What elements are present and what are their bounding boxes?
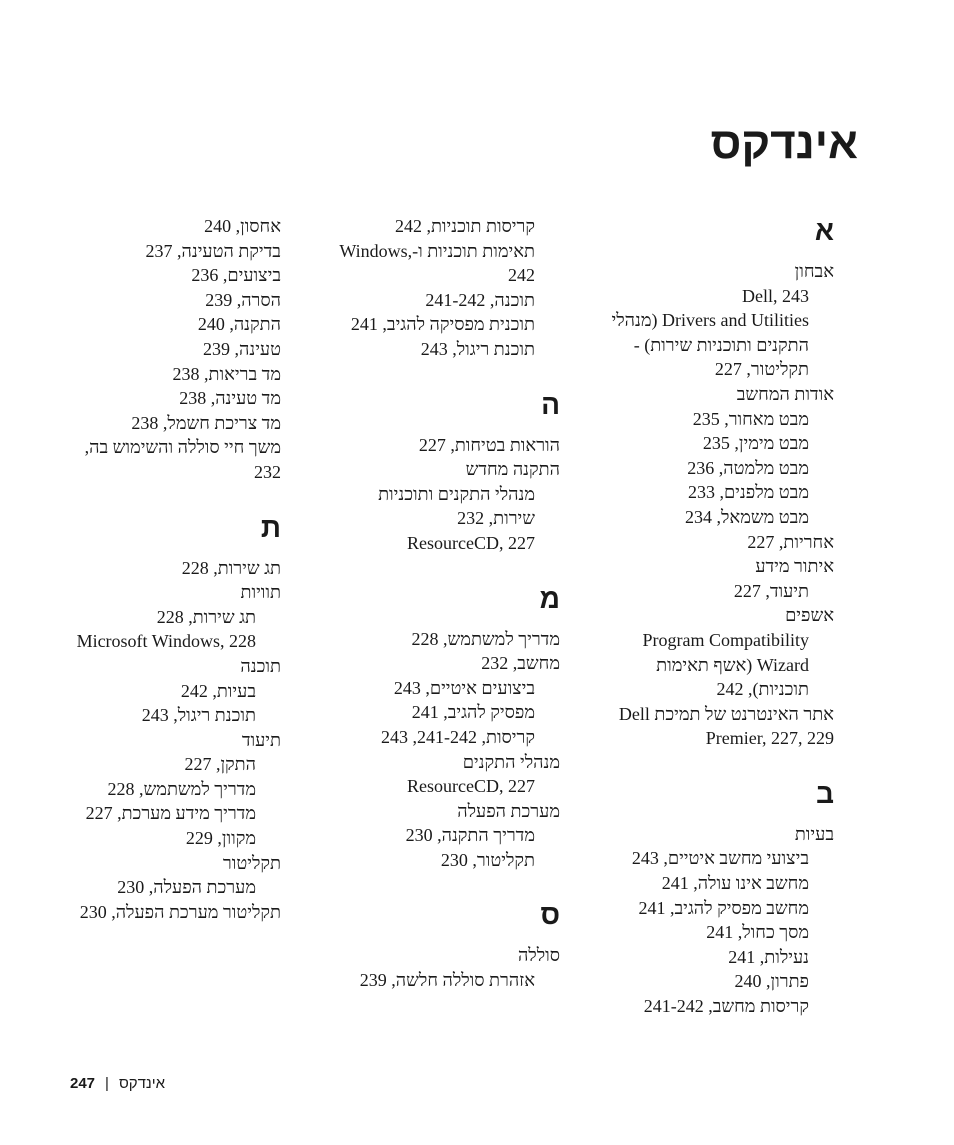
index-entry: הסרה, 239 [205, 289, 281, 310]
index-entry: מערכת הפעלה [457, 800, 560, 821]
index-subentry: מבט מלפנים, 233 [687, 482, 809, 503]
index-entry: מחשב, 232 [481, 653, 560, 674]
index-subentry: ביצועי מחשב איטיים, 243 [631, 848, 809, 869]
index-subentry: מבט מאחור, 235 [692, 408, 809, 429]
index-subentry: מסך כחול, 241 [706, 922, 809, 943]
index-column-middle [335, 214, 560, 1019]
index-subentry: Microsoft Windows, 228 [76, 631, 256, 652]
index-entry: תג שירות, 228 [181, 557, 281, 578]
index-column-left [56, 214, 281, 950]
index-entry: מדריך למשתמש, 228 [411, 628, 560, 649]
index-entry: אחריות, 227 [747, 531, 834, 552]
index-subentry: תוכנת ריגול, 243 [141, 705, 256, 726]
section-letter: מ [539, 582, 560, 614]
index-subentry: ResourceCD, 227 [407, 532, 535, 553]
index-subentry: מערכת הפעלה, 230 [117, 877, 256, 898]
index-subentry: תוכנת ריגול, 243 [420, 338, 535, 359]
index-section [56, 214, 281, 485]
section-letter: ס [540, 899, 560, 931]
section-letter: ב [816, 777, 834, 809]
index-subentry: תאימות תוכניות ו-Windows, 242 [339, 240, 535, 286]
index-entry: מד בריאות, 238 [172, 363, 281, 384]
index-entry: אודות המחשב [736, 383, 834, 404]
index-entry: תקליטור מערכת הפעלה, 230 [79, 901, 281, 922]
index-subentry: תקליטור, 230 [440, 849, 535, 870]
index-entry: מנהלי התקנים [462, 751, 560, 772]
index-entry: סוללה [517, 945, 560, 966]
index-subentry: מחשב אינו עולה, 241 [661, 873, 809, 894]
index-subentry: מפסיק להגיב, 241 [411, 702, 535, 723]
index-subentry: מקוון, 229 [185, 828, 256, 849]
index-entry: בעיות [794, 823, 834, 844]
index-entry: אחסון, 240 [204, 216, 281, 236]
index-entry: מד טעינה, 238 [179, 388, 281, 409]
index-subentry: פתרון, 240 [734, 971, 809, 992]
page-footer [70, 1075, 165, 1092]
index-entry: הוראות בטיחות, 227 [418, 434, 560, 455]
index-subentry: קריסות תוכניות, 242 [394, 216, 535, 236]
index-subentry: בעיות, 242 [180, 680, 256, 701]
index-subentry: מבט מלמטה, 236 [687, 457, 809, 478]
index-subentry: Drivers and Utilities (מנהלי התקנים ותוכניות שירות) - תקליטור, 227 [611, 310, 809, 380]
index-entry: מד צריכת חשמל, 238 [131, 412, 281, 433]
index-subentry: קריסות, 241-242, 243 [380, 726, 535, 747]
index-entry: תוויות [240, 582, 281, 603]
index-entry: תקליטור [222, 852, 281, 873]
index-subentry: מחשב מפסיק להגיב, 241 [638, 897, 809, 918]
index-entry: בדיקת הטעינה, 237 [145, 240, 281, 261]
index-subentry: מבט מימין, 235 [702, 433, 809, 454]
section-letter: ה [541, 388, 560, 420]
section-letter: ת [260, 511, 281, 543]
index-subentry: מדריך מידע מערכת, 227 [85, 803, 256, 824]
index-section [335, 388, 560, 556]
index-subentry: תיעוד, 227 [733, 580, 809, 601]
page-title: אינדקס [710, 119, 858, 168]
index-subentry: נעילות, 241 [728, 946, 809, 967]
index-entry: משך חיי סוללה והשימוש בה, 232 [84, 437, 281, 482]
index-section [56, 511, 281, 925]
index-subentry: מבט משמאל, 234 [684, 506, 809, 527]
index-subentry: מנהלי התקנים ותוכניות שירות, 232 [378, 483, 535, 529]
index-subentry: ביצועים איטיים, 243 [393, 677, 535, 698]
index-entry: אשפים [785, 605, 834, 626]
index-subentry: ResourceCD, 227 [407, 776, 535, 797]
index-entry: התקנה, 240 [197, 314, 281, 335]
index-subentry: מדריך למשתמש, 228 [107, 778, 256, 799]
index-entry: ביצועים, 236 [191, 265, 281, 286]
footer-label: אינדקס [118, 1075, 166, 1092]
index-entry: אבחון [794, 261, 834, 281]
index-entry: אתר האינטרנט של תמיכת Dell Premier, 227, 229 [618, 703, 834, 749]
index-section [335, 214, 560, 362]
index-subentry: מדריך התקנה, 230 [405, 825, 535, 846]
index-subentry: Program Compatibility Wizard (אשף תאימות תוכניות), 242 [642, 629, 809, 700]
index-subentry: התקן, 227 [184, 754, 256, 775]
index-subentry: תג שירות, 228 [156, 606, 256, 627]
index-section [609, 777, 834, 1019]
index-entry: תיעוד [241, 729, 281, 750]
index-subentry: קריסות מחשב, 241-242 [643, 996, 809, 1017]
page-number: 247 [70, 1075, 96, 1092]
section-letter: א [814, 215, 834, 246]
footer-separator: | [105, 1075, 109, 1092]
index-subentry: אזהרת סוללה חלשה, 239 [359, 970, 535, 991]
index-entry: טעינה, 239 [203, 338, 281, 359]
index-entry: התקנה מחדש [465, 459, 560, 480]
index-section [609, 214, 834, 751]
index-subentry: תוכנה, 241-242 [425, 289, 535, 310]
index-column-right [609, 214, 834, 1045]
index-subentry: Dell, 243 [742, 285, 809, 306]
index-entry: איתור מידע [755, 556, 834, 577]
index-entry: תוכנה [240, 655, 281, 676]
index-section [335, 898, 560, 992]
index-section [335, 582, 560, 873]
index-subentry: תוכנית מפסיקה להגיב, 241 [350, 314, 535, 335]
